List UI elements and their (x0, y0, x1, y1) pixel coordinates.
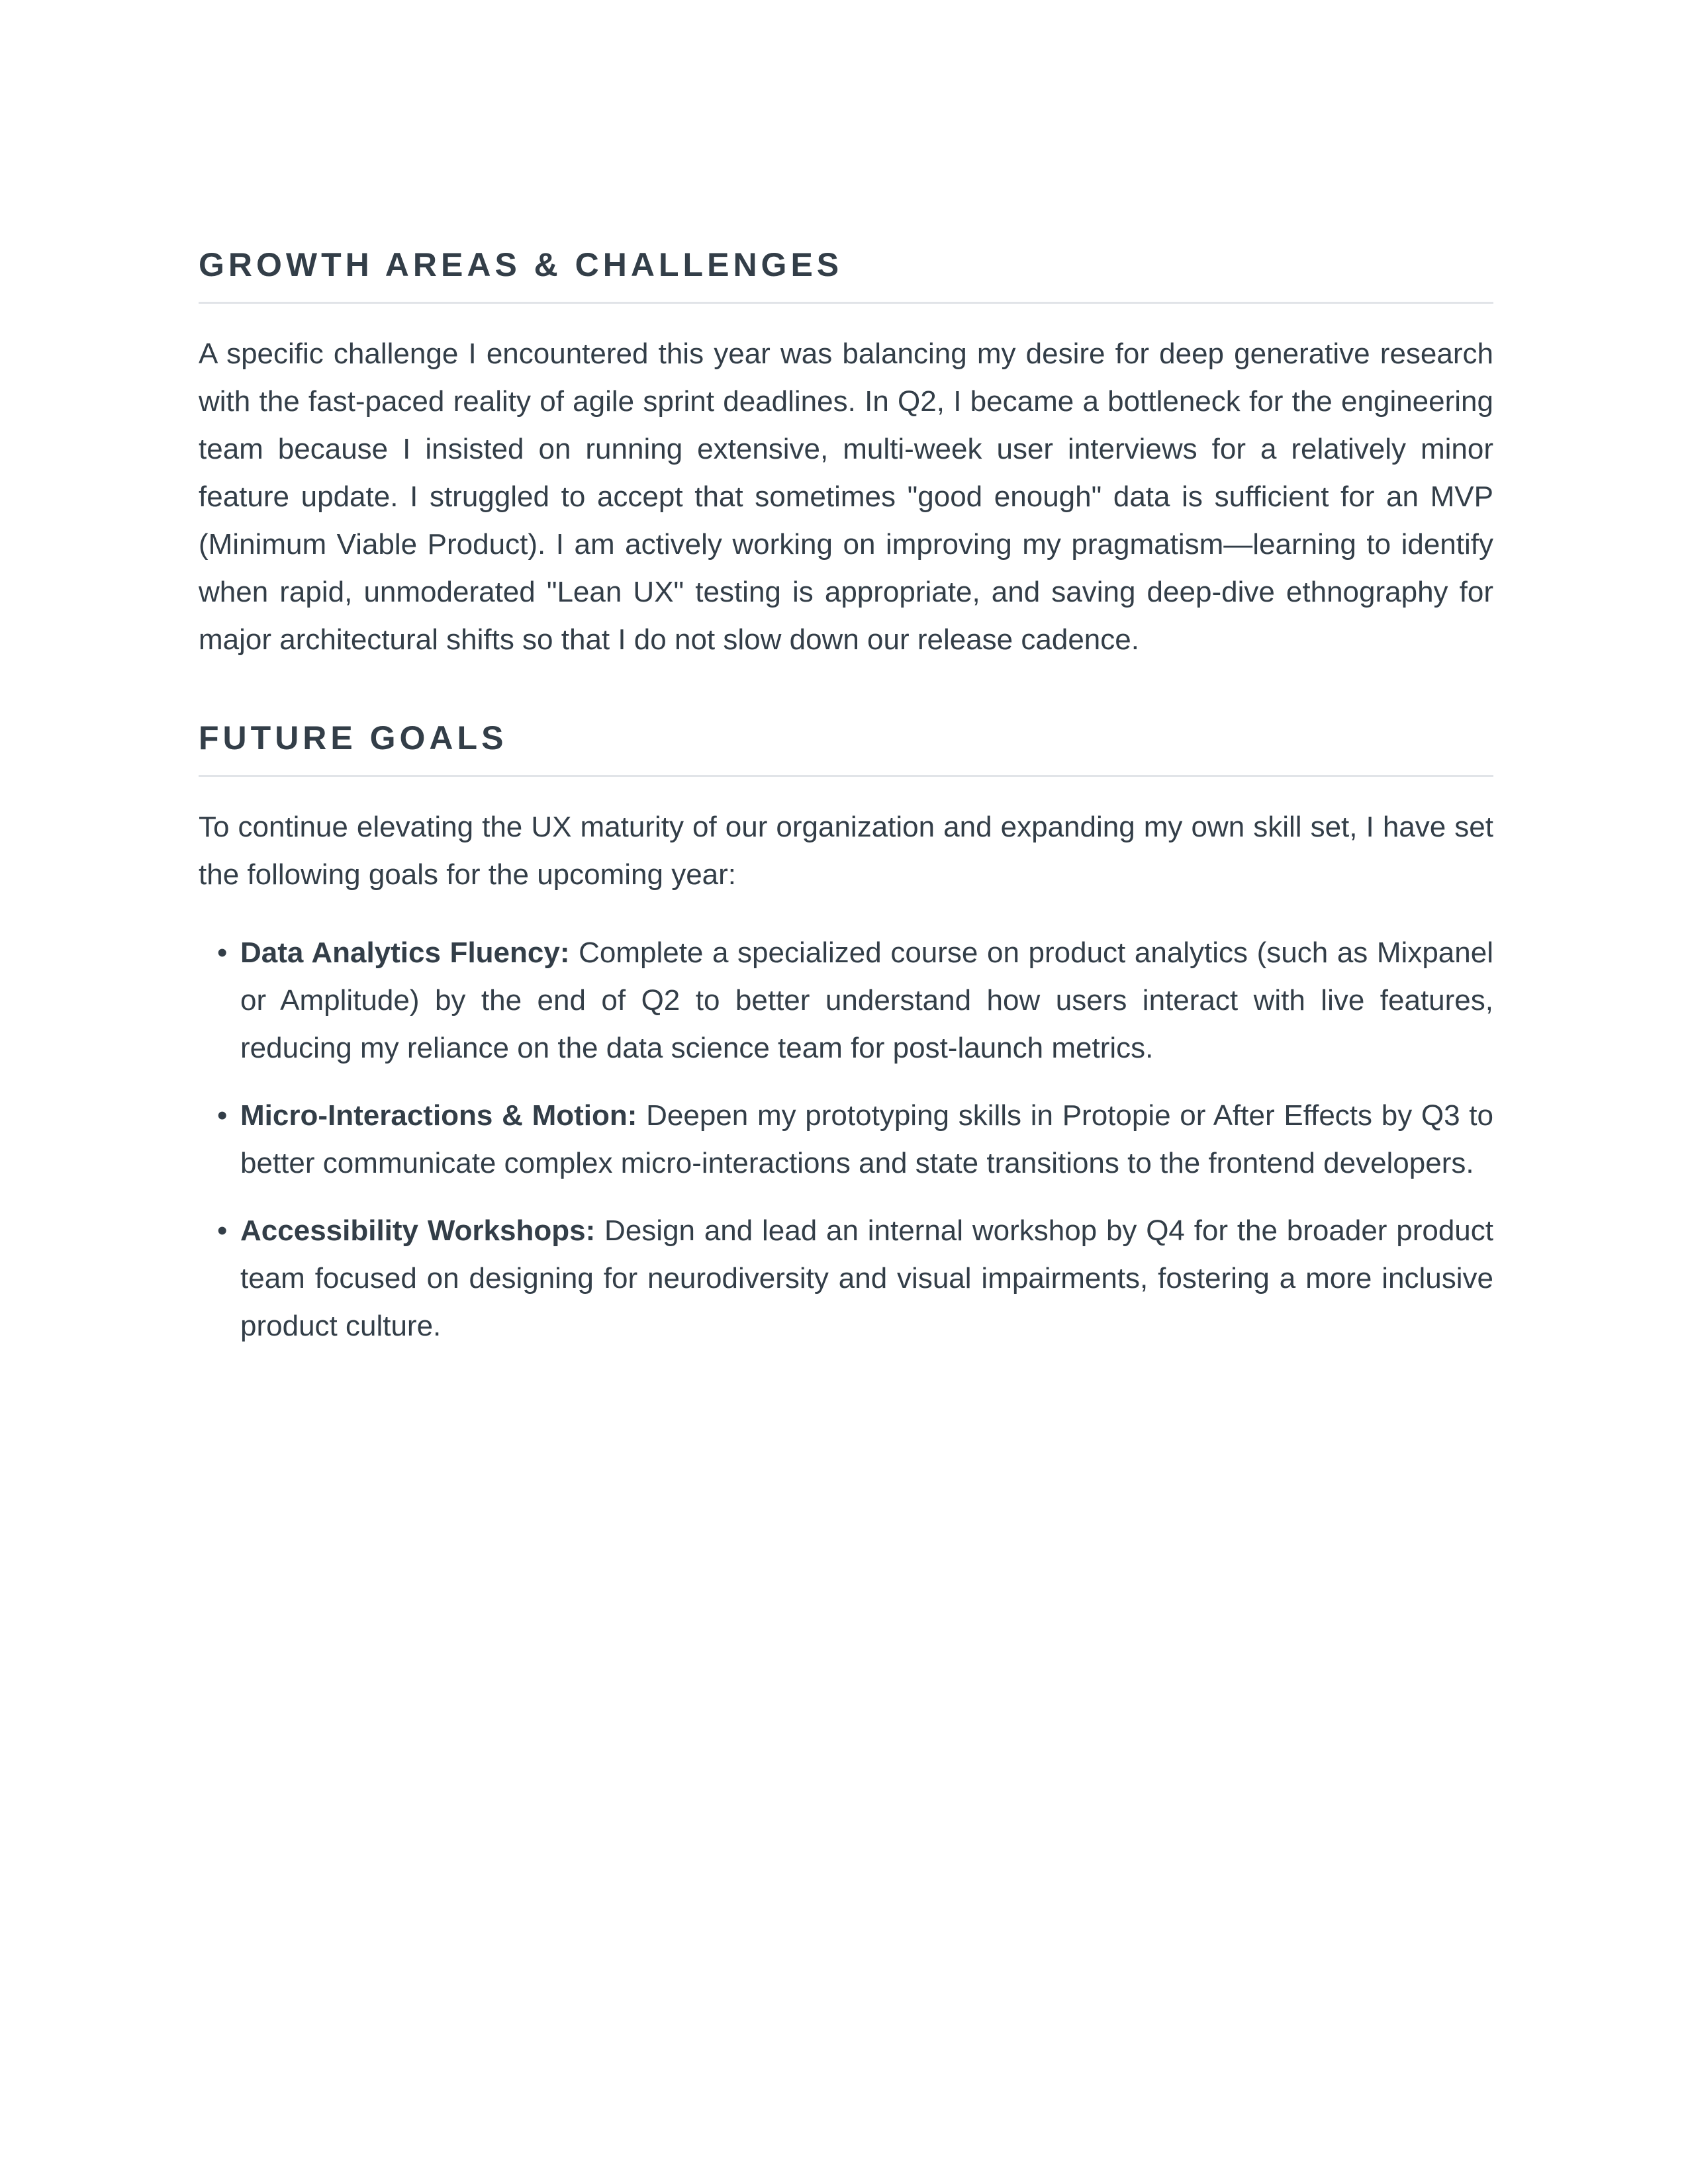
goal-item-accessibility (199, 1207, 1493, 1350)
growth-areas-paragraph: A specific challenge I encountered this year was balancing my desire for deep generative research with the fast-paced reality of agile sprint deadlines. In Q2, I became a bottleneck for the engineering team because I insisted on running extensive, multi-week user interviews for a relatively minor feature update. I struggled to accept that sometimes "good enough" data is sufficient for an MVP (Minimum Viable Product). I am actively working on improving my pragmatism—learning to identify when rapid, unmoderated "Lean UX" testing is appropriate, and saving deep-dive ethnography for major architectural shifts so that I do not slow down our release cadence. (199, 338, 1493, 656)
document-content (199, 245, 1493, 1404)
future-goals-section (199, 718, 1493, 1350)
goal-title: Accessibility Workshops: (240, 1214, 596, 1247)
goal-title: Micro-Interactions & Motion: (240, 1099, 637, 1132)
goal-text: Deepen my prototyping skills in Protopie or After Effects by Q3 to better communicate complex micro-interactions and state transitions to the frontend developers. (240, 1099, 1493, 1179)
bullet-icon: • (217, 1214, 228, 1247)
goal-text: Design and lead an internal workshop by Q4 for the broader product team focused on designing for neurodiversity and visual impairments, fostering a more inclusive product culture. (240, 1214, 1494, 1342)
growth-areas-section (199, 245, 1493, 664)
future-goals-intro: To continue elevating the UX maturity of our organization and expanding my own skill set, I have set the following goals for the upcoming year: (199, 811, 1493, 891)
bullet-icon: • (217, 1099, 228, 1132)
future-goals-heading: FUTURE GOALS (199, 718, 1493, 777)
goal-text: Complete a specialized course on product analytics (such as Mixpanel or Amplitude) by the end of Q2 to better understand how users interact with live features, reducing my reliance on the data science team for post-launch metrics. (240, 936, 1493, 1064)
goal-list (199, 929, 1493, 1350)
goal-item-data-analytics (199, 929, 1493, 1072)
goal-item-micro-interactions (199, 1092, 1493, 1187)
goal-title: Data Analytics Fluency: (240, 936, 570, 969)
growth-areas-heading: GROWTH AREAS & CHALLENGES (199, 245, 1493, 304)
bullet-icon: • (217, 936, 228, 969)
